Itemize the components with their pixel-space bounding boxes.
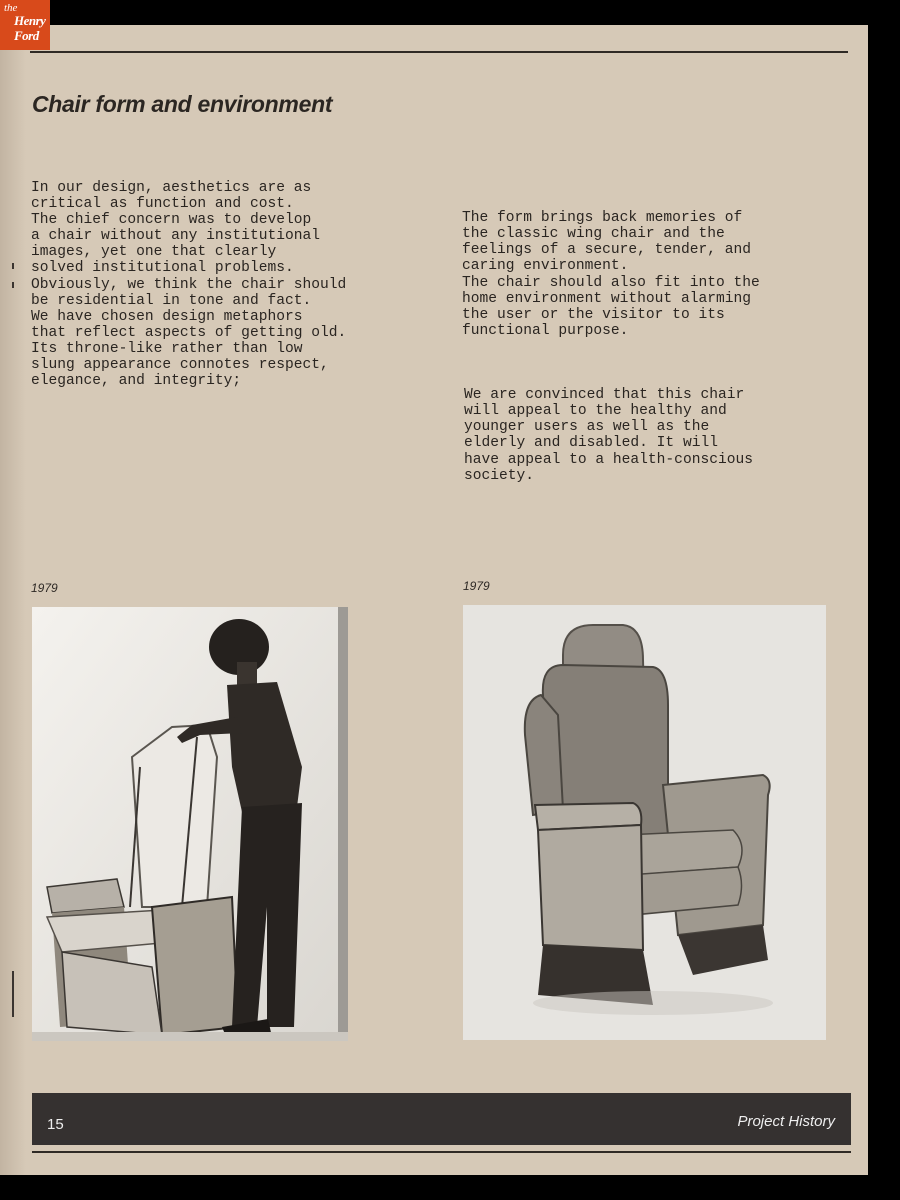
logo-henry: Henry — [14, 13, 46, 28]
right-text-column — [462, 178, 862, 516]
photo-caption-left: 1979 — [31, 581, 58, 595]
right-paragraph-1: The form brings back memories of the classic wing chair and the feelings of a secure, tender, and caring environment. The chair should also fit into the home environment without alarming the user or the visitor to its functional purpose. — [462, 210, 760, 339]
top-rule — [30, 51, 848, 53]
edge-mark — [12, 263, 14, 269]
left-text-column: In our design, aesthetics are as critical as function and cost. The chief concern was to develop a chair without any institutional images, yet one that clearly solved institutional problems. Obviously, we think the chair should be residential in tone and fact. We have chosen design metaphors that reflect aspects of getting old. Its throne-like rather than low slung appearance connotes respect, elegance, and integrity; — [31, 180, 347, 390]
page-number: 15 — [47, 1116, 64, 1133]
edge-mark — [12, 971, 14, 1017]
section-title: Project History — [737, 1113, 835, 1130]
brochure-page — [0, 25, 868, 1175]
logo-ford: Ford — [14, 28, 39, 43]
photo-chair-prototype — [32, 607, 348, 1041]
edge-mark — [12, 282, 14, 288]
henry-ford-logo[interactable] — [0, 0, 50, 50]
right-paragraph-2: We are convinced that this chair will appeal to the healthy and younger users as well as the elderly and disabled. It will have appeal to a health-conscious society. — [464, 387, 754, 484]
photo-finished-wing-chair — [463, 605, 826, 1040]
photo-caption-right: 1979 — [463, 579, 490, 593]
footer-bar — [32, 1093, 851, 1145]
logo-the: the — [4, 2, 18, 14]
bottom-rule — [32, 1151, 851, 1153]
page-title: Chair form and environment — [32, 91, 333, 117]
